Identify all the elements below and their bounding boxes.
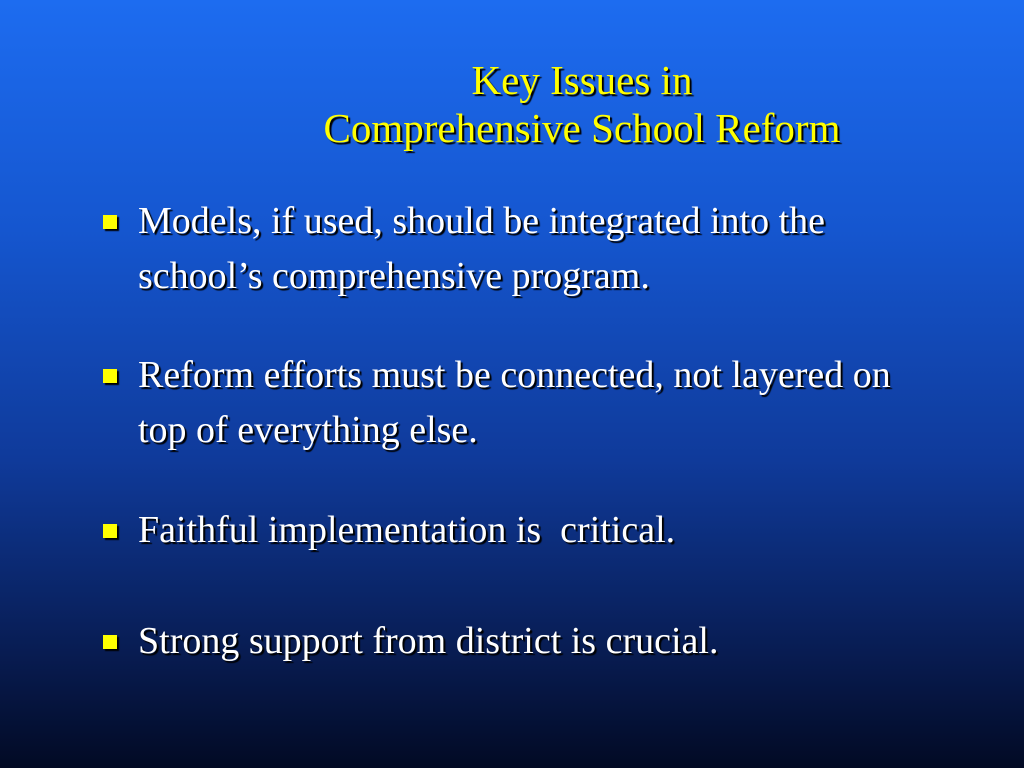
square-bullet-icon <box>103 635 117 649</box>
bullet-text: Reform efforts must be connected, not layered on top of everything else. <box>138 354 891 451</box>
slide-title <box>0 56 1024 152</box>
bullet-item <box>103 194 923 304</box>
bullet-text: Strong support from district is crucial. <box>138 620 719 662</box>
title-line-2: Comprehensive School Reform <box>323 105 841 151</box>
square-bullet-icon <box>103 524 117 538</box>
title-line-1: Key Issues in <box>471 57 693 103</box>
square-bullet-icon <box>103 215 117 229</box>
bullet-item <box>103 614 923 669</box>
square-bullet-icon <box>103 369 117 383</box>
bullet-list <box>103 194 923 669</box>
bullet-text: Models, if used, should be integrated into the school’s comprehensive program. <box>138 200 826 297</box>
bullet-item <box>103 348 923 458</box>
bullet-text: Faithful implementation is critical. <box>138 509 676 551</box>
bullet-item <box>103 503 923 558</box>
